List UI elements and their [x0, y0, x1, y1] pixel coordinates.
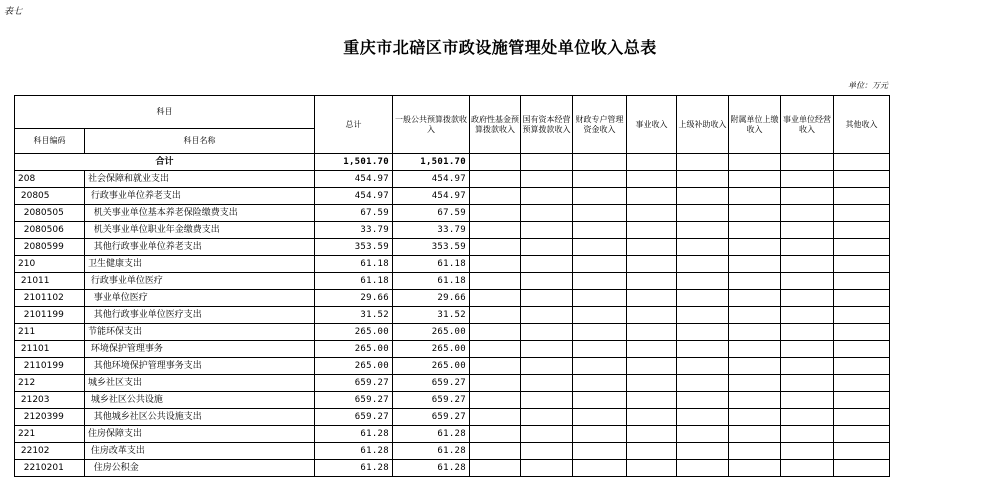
- header-row-1: [15, 96, 890, 129]
- empty-cell: [627, 273, 677, 290]
- table-row: [15, 290, 890, 307]
- income-summary-table: [14, 95, 890, 477]
- empty-cell: [627, 188, 677, 205]
- header-fund-budget: 政府性基金预算拨款收入: [470, 96, 521, 154]
- empty-cell: [729, 307, 781, 324]
- row-general: 61.28: [393, 443, 470, 460]
- empty-cell: [521, 222, 573, 239]
- empty-cell: [677, 239, 729, 256]
- header-general-budget: 一般公共预算拨款收入: [393, 96, 470, 154]
- empty-cell: [521, 188, 573, 205]
- empty-cell: [781, 222, 834, 239]
- empty-cell: [627, 375, 677, 392]
- row-total: 659.27: [315, 375, 393, 392]
- empty-cell: [521, 358, 573, 375]
- row-total: 265.00: [315, 341, 393, 358]
- empty-cell: [729, 358, 781, 375]
- empty-cell: [729, 239, 781, 256]
- row-general: 29.66: [393, 290, 470, 307]
- empty-cell: [781, 205, 834, 222]
- table-row: [15, 409, 890, 426]
- empty-cell: [521, 392, 573, 409]
- empty-cell: [729, 222, 781, 239]
- empty-cell: [573, 443, 627, 460]
- empty-cell: [470, 375, 521, 392]
- row-total: 61.18: [315, 273, 393, 290]
- empty-cell: [781, 341, 834, 358]
- header-special-account: 财政专户管理资金收入: [573, 96, 627, 154]
- empty-cell: [834, 341, 890, 358]
- row-code: 2101102: [15, 290, 85, 307]
- row-total: 29.66: [315, 290, 393, 307]
- row-name: 城乡社区支出: [85, 375, 315, 392]
- row-name: 机关事业单位职业年金缴费支出: [85, 222, 315, 239]
- empty-cell: [627, 409, 677, 426]
- empty-cell: [729, 205, 781, 222]
- empty-cell: [677, 256, 729, 273]
- empty-cell: [677, 341, 729, 358]
- header-code: 科目编码: [15, 129, 85, 154]
- row-name: 机关事业单位基本养老保险缴费支出: [85, 205, 315, 222]
- row-code: 22102: [15, 443, 85, 460]
- empty-cell: [521, 443, 573, 460]
- row-code: 211: [15, 324, 85, 341]
- row-total: 265.00: [315, 358, 393, 375]
- empty-cell: [729, 460, 781, 477]
- row-name: 其他环境保护管理事务支出: [85, 358, 315, 375]
- row-code: 2080505: [15, 205, 85, 222]
- empty-cell: [781, 409, 834, 426]
- row-name: 住房改革支出: [85, 443, 315, 460]
- empty-cell: [781, 171, 834, 188]
- row-name: 其他城乡社区公共设施支出: [85, 409, 315, 426]
- empty-cell: [834, 392, 890, 409]
- table-row: [15, 358, 890, 375]
- empty-cell: [573, 426, 627, 443]
- row-total: 31.52: [315, 307, 393, 324]
- empty-cell: [627, 290, 677, 307]
- total-row: [15, 154, 890, 171]
- empty-cell: [521, 460, 573, 477]
- empty-cell: [834, 443, 890, 460]
- row-general: 454.97: [393, 171, 470, 188]
- empty-cell: [729, 324, 781, 341]
- empty-cell: [470, 171, 521, 188]
- empty-cell: [627, 341, 677, 358]
- empty-cell: [470, 222, 521, 239]
- table-row: [15, 239, 890, 256]
- empty-cell: [729, 256, 781, 273]
- empty-cell: [781, 273, 834, 290]
- empty-cell: [834, 205, 890, 222]
- row-name: 城乡社区公共设施: [85, 392, 315, 409]
- empty-cell: [677, 205, 729, 222]
- table-row: [15, 256, 890, 273]
- row-name: 卫生健康支出: [85, 256, 315, 273]
- empty-cell: [677, 273, 729, 290]
- empty-cell: [729, 171, 781, 188]
- empty-cell: [729, 375, 781, 392]
- empty-cell: [834, 426, 890, 443]
- empty-cell: [573, 392, 627, 409]
- empty-cell: [677, 290, 729, 307]
- row-total: 353.59: [315, 239, 393, 256]
- empty-cell: [573, 171, 627, 188]
- header-operating-income: 事业单位经营收入: [781, 96, 834, 154]
- empty-cell: [521, 239, 573, 256]
- header-business-income: 事业收入: [627, 96, 677, 154]
- row-code: 208: [15, 171, 85, 188]
- empty-cell: [573, 341, 627, 358]
- empty-cell: [573, 375, 627, 392]
- row-name: 住房保障支出: [85, 426, 315, 443]
- empty-cell: [729, 290, 781, 307]
- table-row: [15, 171, 890, 188]
- empty-cell: [470, 392, 521, 409]
- empty-cell: [627, 256, 677, 273]
- empty-cell: [521, 256, 573, 273]
- empty-cell: [627, 324, 677, 341]
- empty-cell: [573, 205, 627, 222]
- row-name: 其他行政事业单位医疗支出: [85, 307, 315, 324]
- row-total: 61.28: [315, 426, 393, 443]
- empty-cell: [781, 290, 834, 307]
- empty-cell: [781, 188, 834, 205]
- row-name: 行政事业单位养老支出: [85, 188, 315, 205]
- table-row: [15, 205, 890, 222]
- row-total: 265.00: [315, 324, 393, 341]
- row-name: 住房公积金: [85, 460, 315, 477]
- empty-cell: [573, 290, 627, 307]
- empty-cell: [834, 273, 890, 290]
- row-code: 2101199: [15, 307, 85, 324]
- header-name: 科目名称: [85, 129, 315, 154]
- empty-cell: [573, 307, 627, 324]
- row-name: 环境保护管理事务: [85, 341, 315, 358]
- row-name: 社会保障和就业支出: [85, 171, 315, 188]
- row-code: 221: [15, 426, 85, 443]
- empty-cell: [834, 239, 890, 256]
- table-row: [15, 375, 890, 392]
- empty-cell: [834, 375, 890, 392]
- empty-cell: [834, 358, 890, 375]
- empty-cell: [470, 358, 521, 375]
- row-total: 659.27: [315, 392, 393, 409]
- empty-cell: [677, 171, 729, 188]
- row-general: 31.52: [393, 307, 470, 324]
- row-total: 61.28: [315, 443, 393, 460]
- empty-cell: [834, 324, 890, 341]
- row-total: 33.79: [315, 222, 393, 239]
- row-general: 659.27: [393, 392, 470, 409]
- empty-cell: [573, 409, 627, 426]
- empty-cell: [521, 426, 573, 443]
- table-row: [15, 222, 890, 239]
- empty-cell: [470, 256, 521, 273]
- row-general: 265.00: [393, 358, 470, 375]
- empty-cell: [521, 205, 573, 222]
- empty-cell: [470, 188, 521, 205]
- table-row: [15, 426, 890, 443]
- row-code: 2080506: [15, 222, 85, 239]
- empty-cell: [627, 171, 677, 188]
- empty-cell: [573, 324, 627, 341]
- row-total: 61.18: [315, 256, 393, 273]
- row-code: 210: [15, 256, 85, 273]
- empty-cell: [677, 188, 729, 205]
- empty-cell: [627, 392, 677, 409]
- empty-cell: [521, 375, 573, 392]
- row-general: 659.27: [393, 375, 470, 392]
- empty-cell: [573, 273, 627, 290]
- empty-cell: [781, 460, 834, 477]
- empty-cell: [677, 324, 729, 341]
- row-code: 21011: [15, 273, 85, 290]
- empty-cell: [470, 239, 521, 256]
- row-name: 事业单位医疗: [85, 290, 315, 307]
- empty-cell: [781, 256, 834, 273]
- empty-cell: [627, 239, 677, 256]
- empty-cell: [677, 426, 729, 443]
- empty-cell: [573, 239, 627, 256]
- empty-cell: [521, 409, 573, 426]
- empty-cell: [470, 460, 521, 477]
- empty-cell: [781, 239, 834, 256]
- empty-cell: [470, 205, 521, 222]
- empty-cell: [573, 222, 627, 239]
- row-total: 454.97: [315, 171, 393, 188]
- empty-cell: [781, 443, 834, 460]
- empty-cell: [677, 358, 729, 375]
- row-general: 265.00: [393, 324, 470, 341]
- table-row: [15, 392, 890, 409]
- empty-cell: [677, 460, 729, 477]
- empty-cell: [834, 222, 890, 239]
- empty-cell: [729, 273, 781, 290]
- empty-cell: [627, 426, 677, 443]
- empty-cell: [781, 324, 834, 341]
- table-row: [15, 188, 890, 205]
- row-general: 33.79: [393, 222, 470, 239]
- empty-cell: [729, 392, 781, 409]
- header-state-capital: 国有资本经营预算拨款收入: [521, 96, 573, 154]
- empty-cell: [470, 341, 521, 358]
- header-total: 总计: [315, 96, 393, 154]
- row-total: 61.28: [315, 460, 393, 477]
- row-general: 265.00: [393, 341, 470, 358]
- empty-cell: [729, 409, 781, 426]
- empty-cell: [677, 409, 729, 426]
- header-subject: 科目: [15, 96, 315, 129]
- empty-cell: [470, 273, 521, 290]
- page-title: 重庆市北碚区市政设施管理处单位收入总表: [343, 38, 657, 57]
- empty-cell: [834, 290, 890, 307]
- empty-cell: [729, 426, 781, 443]
- row-general: 67.59: [393, 205, 470, 222]
- row-total: 659.27: [315, 409, 393, 426]
- empty-cell: [781, 426, 834, 443]
- empty-cell: [470, 324, 521, 341]
- row-total: 67.59: [315, 205, 393, 222]
- row-name: 行政事业单位医疗: [85, 273, 315, 290]
- empty-cell: [470, 409, 521, 426]
- header-subsidy-income: 上级补助收入: [677, 96, 729, 154]
- row-code: 21101: [15, 341, 85, 358]
- row-code: 21203: [15, 392, 85, 409]
- empty-cell: [627, 443, 677, 460]
- empty-cell: [470, 307, 521, 324]
- row-general: 61.18: [393, 256, 470, 273]
- empty-cell: [781, 307, 834, 324]
- row-code: 2080599: [15, 239, 85, 256]
- empty-cell: [573, 188, 627, 205]
- total-amount: 1,501.70: [315, 154, 393, 171]
- empty-cell: [834, 307, 890, 324]
- empty-cell: [521, 171, 573, 188]
- row-general: 454.97: [393, 188, 470, 205]
- empty-cell: [627, 460, 677, 477]
- table-row: [15, 273, 890, 290]
- empty-cell: [521, 324, 573, 341]
- unit-label: 单位：万元: [848, 81, 888, 90]
- header-affiliated-income: 附属单位上缴收入: [729, 96, 781, 154]
- row-general: 659.27: [393, 409, 470, 426]
- row-code: 2120399: [15, 409, 85, 426]
- empty-cell: [521, 307, 573, 324]
- empty-cell: [834, 460, 890, 477]
- empty-cell: [470, 426, 521, 443]
- row-name: 其他行政事业单位养老支出: [85, 239, 315, 256]
- empty-cell: [781, 358, 834, 375]
- empty-cell: [573, 256, 627, 273]
- empty-cell: [834, 171, 890, 188]
- table-row: [15, 341, 890, 358]
- empty-cell: [834, 409, 890, 426]
- table-row: [15, 307, 890, 324]
- row-general: 353.59: [393, 239, 470, 256]
- row-code: 212: [15, 375, 85, 392]
- empty-cell: [729, 341, 781, 358]
- empty-cell: [834, 256, 890, 273]
- empty-cell: [470, 290, 521, 307]
- empty-cell: [627, 307, 677, 324]
- empty-cell: [781, 375, 834, 392]
- row-name: 节能环保支出: [85, 324, 315, 341]
- row-code: 20805: [15, 188, 85, 205]
- empty-cell: [781, 392, 834, 409]
- row-total: 454.97: [315, 188, 393, 205]
- total-general: 1,501.70: [393, 154, 470, 171]
- empty-cell: [834, 188, 890, 205]
- empty-cell: [573, 460, 627, 477]
- empty-cell: [521, 290, 573, 307]
- row-code: 2110199: [15, 358, 85, 375]
- empty-cell: [627, 358, 677, 375]
- empty-cell: [627, 205, 677, 222]
- empty-cell: [470, 443, 521, 460]
- empty-cell: [521, 273, 573, 290]
- empty-cell: [677, 375, 729, 392]
- empty-cell: [677, 307, 729, 324]
- empty-cell: [729, 443, 781, 460]
- empty-cell: [677, 222, 729, 239]
- empty-cell: [677, 392, 729, 409]
- total-label: 合计: [15, 154, 315, 171]
- row-code: 2210201: [15, 460, 85, 477]
- empty-cell: [729, 188, 781, 205]
- table-row: [15, 443, 890, 460]
- row-general: 61.28: [393, 426, 470, 443]
- empty-cell: [677, 443, 729, 460]
- empty-cell: [521, 341, 573, 358]
- empty-cell: [627, 222, 677, 239]
- header-other-income: 其他收入: [834, 96, 890, 154]
- table-number-tag: 表七: [4, 7, 23, 17]
- table-row: [15, 460, 890, 477]
- row-general: 61.18: [393, 273, 470, 290]
- table-row: [15, 324, 890, 341]
- row-general: 61.28: [393, 460, 470, 477]
- empty-cell: [573, 358, 627, 375]
